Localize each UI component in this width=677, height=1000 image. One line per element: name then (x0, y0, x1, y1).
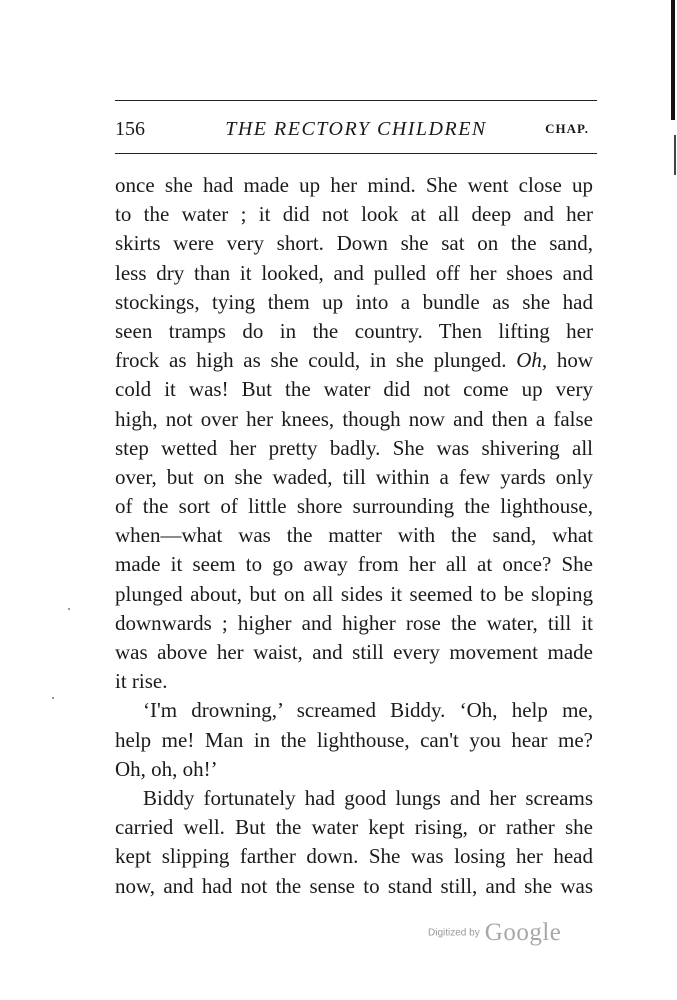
running-title: THE RECTORY CHILDREN (225, 118, 487, 140)
text-line: now, and had not the sense to stand still, and she was (115, 873, 593, 898)
digitized-watermark (428, 919, 561, 947)
paper-speck (68, 608, 70, 610)
text-line: downwards ; higher and higher rose the water, till it (115, 610, 593, 635)
text-line: step wetted her pretty badly. She was shivering all (115, 435, 593, 460)
text-line: when—what was the matter with the sand, what (115, 523, 593, 548)
paper-speck (52, 697, 54, 699)
text-line: to the water ; it did not look at all deep and her (115, 202, 593, 227)
running-header (115, 113, 597, 145)
text-line: kept slipping farther down. She was losing her head (115, 844, 593, 869)
text-line: once she had made up her mind. She went close up (115, 173, 593, 197)
text-line: Biddy fortunately had good lungs and her screams (143, 785, 593, 810)
text-line: cold it was! But the water did not come up very (115, 377, 593, 402)
text-line: was above her waist, and still every movement made (115, 640, 593, 664)
text-line: of the sort of little shore surrounding the lighthouse, (115, 494, 593, 519)
watermark-prefix: Digitized by (428, 927, 480, 939)
text-segment: how (547, 348, 593, 373)
page-edge-mark (671, 0, 675, 120)
text-line: over, but on she waded, till within a few yards only (115, 464, 593, 489)
italic-text: Oh, (516, 348, 548, 373)
google-logo: Google (484, 919, 562, 946)
text-line: made it seem to go away from her all at once? She (115, 552, 593, 577)
body-text (115, 171, 593, 901)
text-line: plunged about, but on all sides it seemed to be sloping (115, 581, 593, 606)
text-line: skirts were very short. Down she sat on the sand, (115, 231, 593, 256)
text-line: ‘I'm drowning,’ screamed Biddy. ‘Oh, help me, (143, 698, 593, 723)
text-line: Oh, oh, oh!’ (115, 756, 218, 781)
text-line: help me! Man in the lighthouse, can't you hear me? (115, 727, 593, 752)
page-number: 156 (115, 118, 145, 140)
header-bottom-rule (115, 153, 597, 154)
chapter-label: CHAP. (545, 121, 589, 136)
text-segment: frock as high as she could, in she plunged. (115, 348, 517, 373)
text-line: it rise. (115, 669, 168, 694)
text-line: stockings, tying them up into a bundle as she had (115, 289, 593, 314)
text-line: seen tramps do in the country. Then lifting her (115, 318, 593, 343)
text-line: carried well. But the water kept rising, or rather she (115, 815, 593, 840)
page-edge-mark (674, 135, 676, 175)
header-top-rule (115, 100, 597, 101)
text-line: high, not over her knees, though now and then a false (115, 406, 593, 431)
text-line (115, 346, 593, 375)
text-line: less dry than it looked, and pulled off her shoes and (115, 260, 593, 285)
